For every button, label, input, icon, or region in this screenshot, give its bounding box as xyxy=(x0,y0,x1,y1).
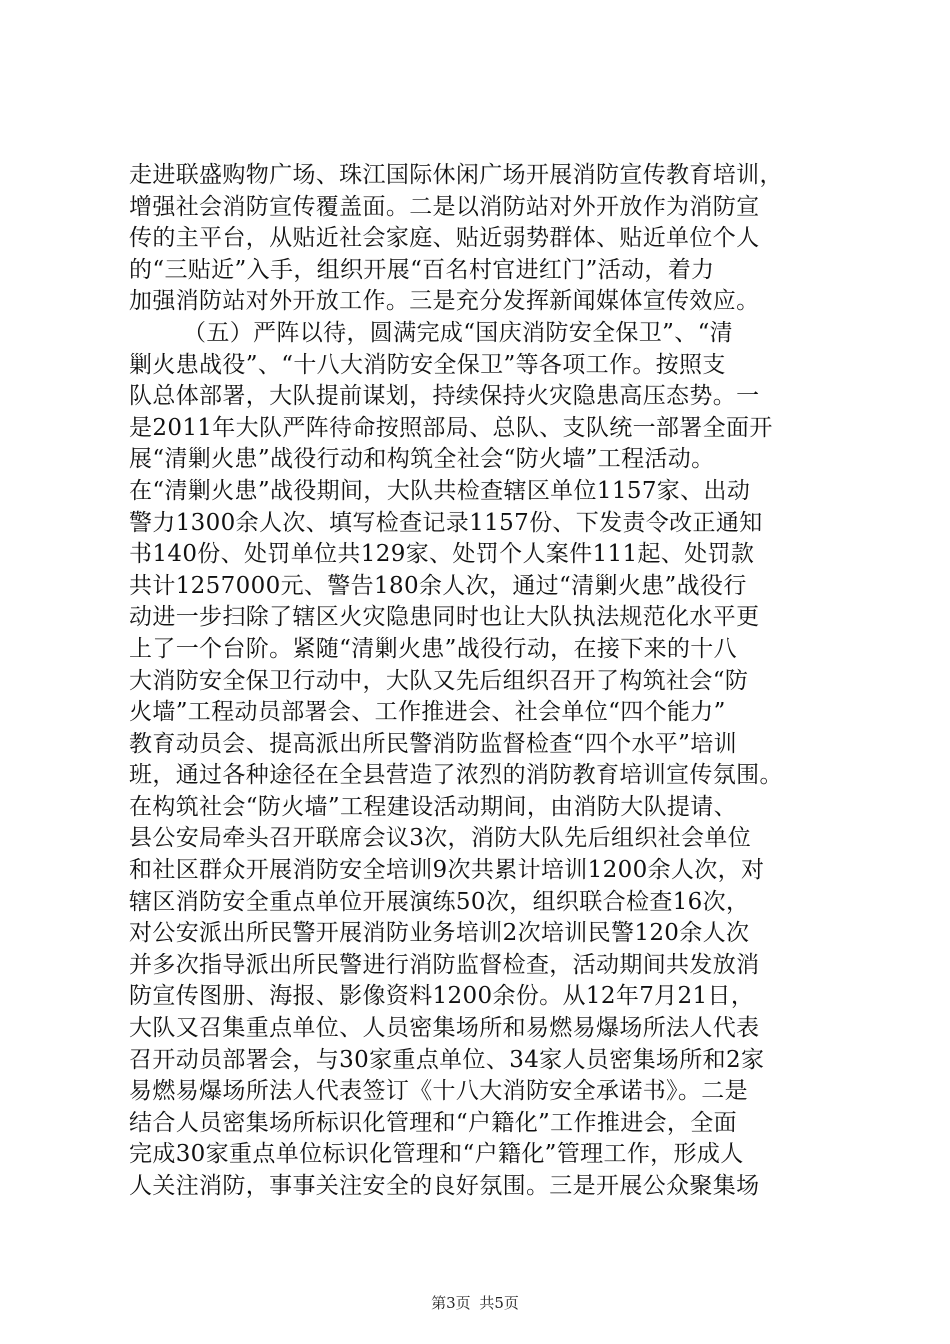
page-number: 第3页 xyxy=(431,1294,471,1312)
text-line: 县公安局牵头召开联席会议3次，消防大队先后组织社会单位 xyxy=(129,825,752,852)
text-line: 书140份、处罚单位共129家、处罚个人案件111起、处罚款 xyxy=(129,541,755,568)
text-line: 走进联盛购物广场、珠江国际休闲广场开展消防宣传教育培训， xyxy=(129,162,783,188)
text-line: 警力1300余人次、填写检查记录1157份、下发责令改正通知 xyxy=(129,509,763,536)
text-line: 完成30家重点单位标识化管理和“户籍化”管理工作，形成人 xyxy=(129,1141,744,1168)
text-line: 是2011年大队严阵待命按照部局、总队、支队统一部署全面开 xyxy=(129,414,773,441)
text-line: 动进一步扫除了辖区火灾隐患同时也让大队执法规范化水平更 xyxy=(129,604,760,631)
text-line: 上了一个台阶。紧随“清剿火患”战役行动，在接下来的十八 xyxy=(129,635,737,662)
text-line: 和社区群众开展消防安全培训9次共累计培训1200余人次，对 xyxy=(129,857,765,884)
text-line: 大消防安全保卫行动中，大队又先后组织召开了构筑社会“防 xyxy=(129,667,749,694)
text-line: 剿火患战役”、“十八大消防安全保卫”等各项工作。按照支 xyxy=(129,351,726,378)
text-line: 传的主平台，从贴近社会家庭、贴近弱势群体、贴近单位个人 xyxy=(129,225,760,252)
text-line: 展“清剿火患”战役行动和构筑全社会“防火墙”工程活动。 xyxy=(129,446,715,473)
text-line: 教育动员会、提高派出所民警消防监督检查“四个水平”培训 xyxy=(129,730,737,757)
text-line: 辖区消防安全重点单位开展演练50次，组织联合检查16次， xyxy=(129,888,750,915)
text-line: 对公安派出所民警开展消防业务培训2次培训民警120余人次 xyxy=(129,920,750,947)
text-line: 在“清剿火患”战役期间，大队共检查辖区单位1157家、出动 xyxy=(129,477,751,504)
text-line: 火墙”工程动员部署会、工作推进会、社会单位“四个能力” xyxy=(129,699,726,726)
text-line: 并多次指导派出所民警进行消防监督检查，活动期间共发放消 xyxy=(129,951,760,978)
text-line: 加强消防站对外开放工作。三是充分发挥新闻媒体宣传效应。 xyxy=(129,288,760,315)
body-text xyxy=(129,160,831,1203)
text-line: 队总体部署，大队提前谋划，持续保持火灾隐患高压态势。一 xyxy=(129,383,760,410)
text-line: 共计1257000元、警告180余人次，通过“清剿火患”战役行 xyxy=(129,572,747,599)
text-line: 大队又召集重点单位、人员密集场所和易燃易爆场所法人代表 xyxy=(129,1015,760,1042)
text-line: 班，通过各种途径在全县营造了浓烈的消防教育培训宣传氛围。 xyxy=(129,762,783,789)
page-total: 共5页 xyxy=(479,1294,519,1312)
text-line: 人关注消防，事事关注安全的良好氛围。三是开展公众聚集场 xyxy=(129,1173,760,1199)
paragraph-start-line: （五）严阵以待，圆满完成“国庆消防安全保卫”、“清 xyxy=(183,319,734,346)
page-footer xyxy=(0,1292,950,1313)
text-line: 易燃易爆场所法人代表签订《十八大消防安全承诺书》。二是 xyxy=(129,1078,748,1105)
text-line: 防宣传图册、海报、影像资料1200余份。从12年7月21日， xyxy=(129,983,755,1010)
text-line: 召开动员部署会，与30家重点单位、34家人员密集场所和2家 xyxy=(129,1046,765,1073)
text-line: 的“三贴近”入手，组织开展“百名村官进红门”活动，着力 xyxy=(129,256,715,283)
text-line: 结合人员密集场所标识化管理和“户籍化”工作推进会，全面 xyxy=(129,1109,737,1136)
text-line: 增强社会消防宣传覆盖面。二是以消防站对外开放作为消防宣 xyxy=(129,193,760,220)
text-line: 在构筑社会“防火墙”工程建设活动期间，由消防大队提请、 xyxy=(129,793,737,820)
